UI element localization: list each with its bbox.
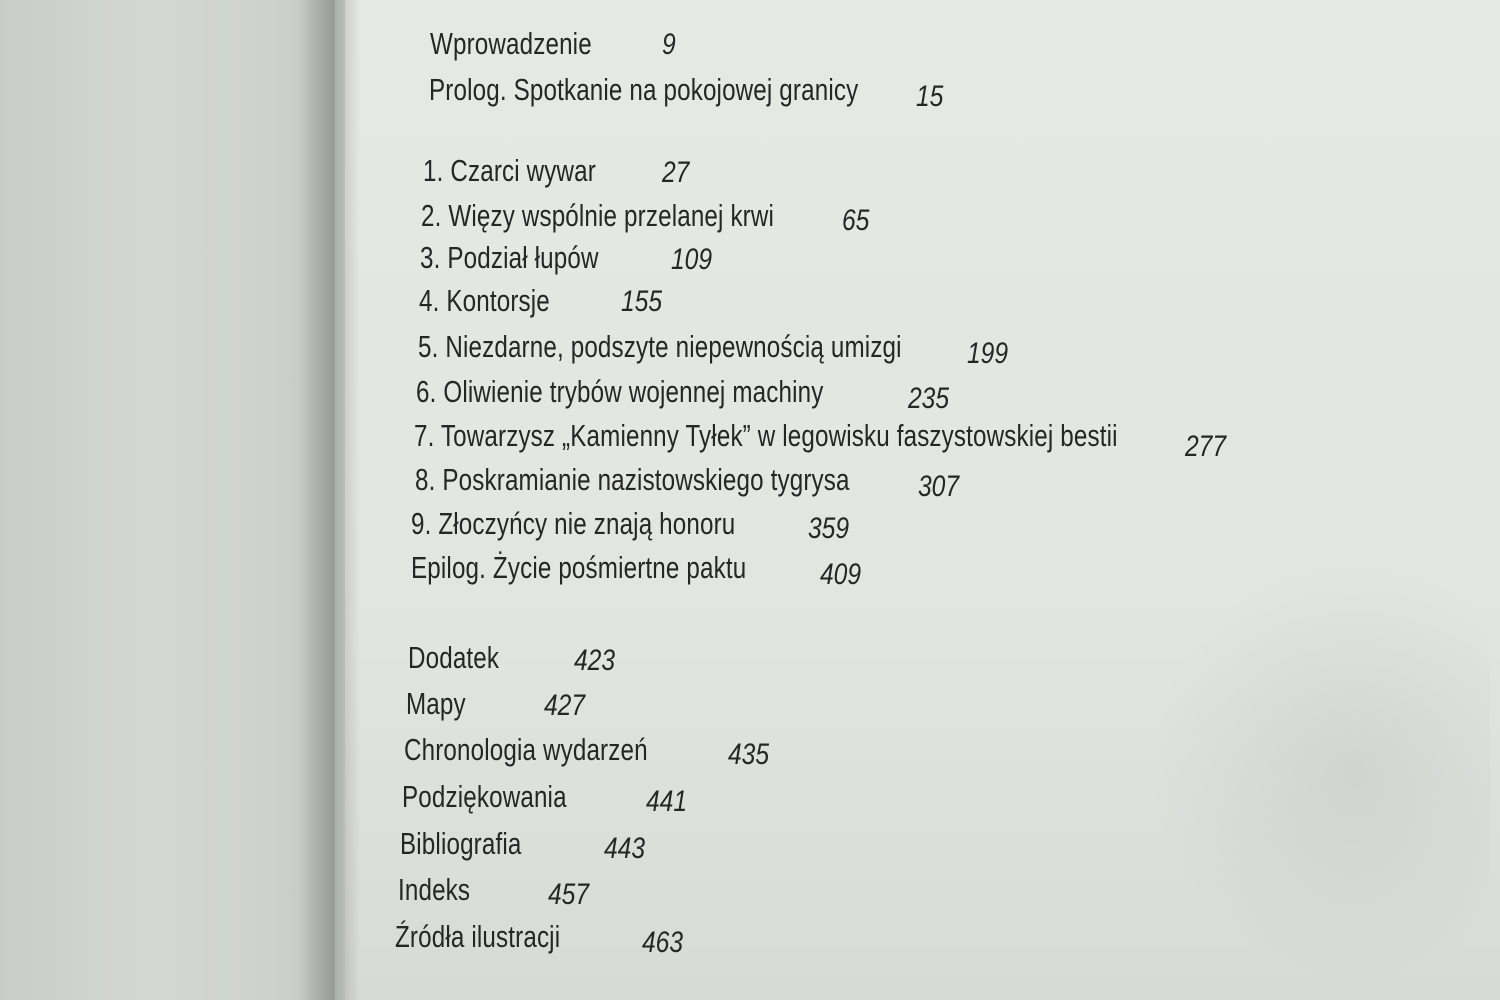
toc-entry-page: 27 — [662, 156, 690, 189]
toc-entry-title: Źródła ilustracji — [395, 919, 561, 954]
toc-entry-page: 359 — [808, 512, 850, 545]
toc-entry-title: 1. Czarci wywar — [423, 153, 596, 188]
toc-entry-page: 441 — [646, 785, 688, 818]
toc-entry-page: 9 — [662, 28, 676, 61]
toc-entry-title: Mapy — [406, 686, 466, 721]
toc-entry-page: 15 — [916, 80, 944, 113]
toc-entry-title: 2. Więzy wspólnie przelanej krwi — [421, 198, 775, 233]
toc-entry-page: 457 — [548, 878, 590, 911]
toc-entry-title: 5. Niezdarne, podszyte niepewnością umizgi — [418, 329, 902, 364]
toc-entry-page: 409 — [820, 558, 862, 591]
toc-entry-title: Epilog. Życie pośmiertne paktu — [411, 550, 747, 585]
toc-entry-title: 4. Kontorsje — [419, 283, 550, 318]
toc-entry-title: Chronologia wydarzeń — [404, 732, 648, 767]
toc-entry-page: 277 — [1185, 430, 1227, 463]
toc-entry-title: 8. Poskramianie nazistowskiego tygrysa — [415, 462, 850, 497]
toc-entry-title: Bibliografia — [400, 826, 522, 861]
toc-entry-title: Wprowadzenie — [430, 26, 592, 61]
toc-entry-page: 427 — [544, 689, 586, 722]
toc-entry-page: 423 — [574, 644, 616, 677]
toc-entry-title: Prolog. Spotkanie na pokojowej granicy — [429, 72, 859, 107]
toc-entry-title: Podziękowania — [402, 779, 567, 814]
toc-entry-title: 9. Złoczyńcy nie znają honoru — [411, 506, 736, 541]
toc-entry-page: 199 — [967, 337, 1009, 370]
toc-entry-title: Indeks — [398, 872, 471, 907]
toc-entry-title: 6. Oliwienie trybów wojennej machiny — [416, 374, 824, 409]
toc-entry-page: 109 — [671, 243, 713, 276]
toc-entry-page: 307 — [918, 470, 960, 503]
toc-entry-page: 235 — [908, 382, 950, 415]
toc-entry-page: 463 — [642, 926, 684, 959]
toc-entry-title: 3. Podział łupów — [420, 240, 599, 275]
toc-entry-page: 65 — [842, 204, 870, 237]
toc-entry-title: Dodatek — [408, 640, 500, 675]
toc-entry-page: 443 — [604, 832, 646, 865]
toc-entry-title: 7. Towarzysz „Kamienny Tyłek” w legowisku faszystowskiej bestii — [414, 418, 1118, 453]
toc-entry-page: 435 — [728, 738, 770, 771]
toc-entry-page: 155 — [621, 285, 663, 318]
